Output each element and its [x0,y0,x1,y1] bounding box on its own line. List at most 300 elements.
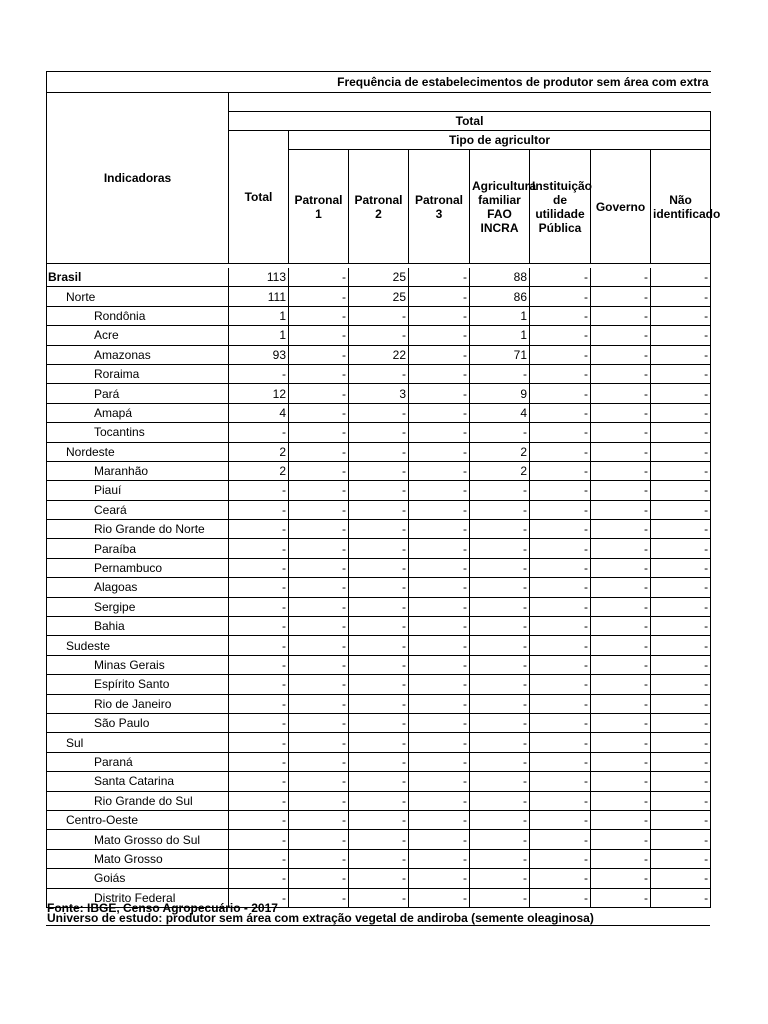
table-cell: - [591,888,651,907]
table-cell: - [591,364,651,383]
table-row [47,268,711,287]
table-cell: - [409,694,470,713]
table-cell: - [229,364,289,383]
table-cell: - [289,675,349,694]
table-cell: - [349,442,409,461]
col-header-patronal-3: Patronal 3 [409,150,470,264]
table-cell: - [349,423,409,442]
table-row [47,578,711,597]
table-cell: - [530,597,591,616]
table-cell: - [409,849,470,868]
table-cell: - [289,636,349,655]
table-cell: - [229,423,289,442]
table-cell: - [229,830,289,849]
table-row [47,849,711,868]
table-cell: - [530,675,591,694]
table-cell: - [530,636,591,655]
table-cell: - [530,791,591,810]
table-cell: - [289,403,349,422]
tipo-agricultor-header: Tipo de agricultor [289,131,711,150]
table-cell: - [229,869,289,888]
table-cell: - [651,345,711,364]
table-cell: - [349,655,409,674]
indicadoras-header: Indicadoras [47,93,229,264]
table-cell: - [470,578,530,597]
table-cell: - [651,830,711,849]
table-row [47,830,711,849]
table-row [47,326,711,345]
table-cell: - [289,558,349,577]
table-cell: - [229,578,289,597]
table-cell: - [349,617,409,636]
data-sheet [46,71,721,908]
row-label: Amapá [47,403,229,422]
table-row [47,772,711,791]
table-cell: - [409,578,470,597]
table-cell: - [591,578,651,597]
table-cell: - [591,655,651,674]
table-cell: 93 [229,345,289,364]
table-cell: - [530,268,591,287]
table-cell: - [349,578,409,597]
table-cell: - [470,539,530,558]
table-row [47,423,711,442]
table-row [47,345,711,364]
table-cell: 2 [229,461,289,480]
header-blank-band [229,93,711,112]
table-row [47,442,711,461]
table-cell: - [289,713,349,732]
table-cell: - [530,287,591,306]
table-cell: - [229,810,289,829]
table-cell: - [530,364,591,383]
table-cell: - [591,500,651,519]
table-cell: - [651,675,711,694]
table-cell: - [651,558,711,577]
table-cell: 71 [470,345,530,364]
table-cell: - [289,520,349,539]
table-row [47,597,711,616]
table-cell: - [229,752,289,771]
table-row [47,713,711,732]
table-cell: - [229,888,289,907]
table-cell: - [591,810,651,829]
table-cell: - [349,694,409,713]
table-cell: - [229,520,289,539]
table-cell: - [530,752,591,771]
table-cell: - [470,364,530,383]
table-cell: - [470,481,530,500]
table-cell: - [409,287,470,306]
table-cell: - [651,617,711,636]
universe-note: Universo de estudo: produtor sem área com extração vegetal de andiroba (semente oleaginosa) [47,911,594,925]
table-cell: - [409,733,470,752]
table-cell: 25 [349,287,409,306]
row-label: Mato Grosso do Sul [47,830,229,849]
table-cell: - [229,733,289,752]
table-cell: 1 [470,326,530,345]
table-cell: - [409,869,470,888]
row-label: Piauí [47,481,229,500]
table-cell: - [409,345,470,364]
table-cell: - [409,539,470,558]
table-cell: - [530,326,591,345]
table-row [47,655,711,674]
table-cell: - [530,694,591,713]
table-cell: - [530,772,591,791]
table-cell: 111 [229,287,289,306]
table-cell: 22 [349,345,409,364]
table-row [47,461,711,480]
table-cell: - [409,752,470,771]
table-cell: - [470,500,530,519]
table-cell: - [289,888,349,907]
table-cell: - [591,713,651,732]
table-cell: - [349,830,409,849]
table-cell: - [651,403,711,422]
table-cell: - [651,268,711,287]
table-cell: - [530,733,591,752]
table-cell: - [591,597,651,616]
table-cell: 113 [229,268,289,287]
table-cell: - [289,869,349,888]
row-label: Centro-Oeste [47,810,229,829]
table-cell: - [651,869,711,888]
table-row [47,364,711,383]
row-label: Roraima [47,364,229,383]
table-cell: - [289,423,349,442]
table-cell: - [289,306,349,325]
table-cell: - [349,869,409,888]
table-row [47,384,711,403]
table-cell: - [409,500,470,519]
table-cell: - [470,772,530,791]
table-cell: - [470,597,530,616]
table-row [47,791,711,810]
table-cell: - [289,268,349,287]
table-cell: - [591,287,651,306]
table-cell: - [651,597,711,616]
table-cell: - [409,364,470,383]
table-cell: - [591,752,651,771]
table-cell: - [651,849,711,868]
table-cell: - [409,520,470,539]
table-cell: - [349,558,409,577]
table-cell: - [289,694,349,713]
table-cell: - [349,461,409,480]
row-label: Tocantins [47,423,229,442]
table-cell: - [409,597,470,616]
table-row [47,287,711,306]
table-cell: - [651,888,711,907]
table-cell: - [470,558,530,577]
table-cell: - [289,617,349,636]
table-cell: - [289,733,349,752]
table-row [47,403,711,422]
source-note: Fonte: IBGE, Censo Agropecuário - 2017 [47,901,278,915]
table-cell: - [289,772,349,791]
table-cell: - [349,752,409,771]
table-cell: - [229,655,289,674]
table-cell: - [470,888,530,907]
table-cell: - [289,461,349,480]
table-cell: - [591,733,651,752]
row-label: Sul [47,733,229,752]
table-cell: - [349,791,409,810]
table-cell: - [591,461,651,480]
table-cell: - [229,539,289,558]
row-label: Maranhão [47,461,229,480]
table-cell: - [349,364,409,383]
table-cell: - [591,558,651,577]
table-cell: - [229,500,289,519]
table-cell: - [409,558,470,577]
table-cell: - [530,423,591,442]
table-cell: - [470,791,530,810]
row-label: Espírito Santo [47,675,229,694]
table-cell: - [349,520,409,539]
table-cell: - [651,500,711,519]
table-cell: - [409,888,470,907]
table-cell: - [591,539,651,558]
table-cell: - [530,481,591,500]
table-cell: - [530,442,591,461]
row-label: Distrito Federal [47,888,229,907]
table-cell: - [289,326,349,345]
row-label: Rondônia [47,306,229,325]
table-cell: - [229,481,289,500]
table-cell: - [289,539,349,558]
table-cell: - [229,597,289,616]
table-cell: - [349,772,409,791]
col-header-patronal-1: Patronal 1 [289,150,349,264]
table-cell: - [591,268,651,287]
table-cell: - [591,772,651,791]
table-row [47,636,711,655]
table-cell: - [651,713,711,732]
table-cell: - [591,481,651,500]
table-cell: - [591,306,651,325]
table-cell: - [409,810,470,829]
table-cell: - [409,617,470,636]
table-cell: - [651,752,711,771]
table-cell: 2 [229,442,289,461]
table-cell: - [651,733,711,752]
table-cell: - [349,849,409,868]
table-cell: - [470,713,530,732]
row-label: São Paulo [47,713,229,732]
table-cell: - [470,869,530,888]
row-label: Brasil [47,268,229,287]
col-header-governo: Governo [591,150,651,264]
table-cell: - [651,520,711,539]
row-label: Nordeste [47,442,229,461]
table-cell: - [229,849,289,868]
table-cell: - [591,384,651,403]
table-cell: - [409,461,470,480]
table-cell: - [229,772,289,791]
table-cell: - [591,694,651,713]
table-cell: 2 [470,461,530,480]
table-cell: - [651,287,711,306]
table-cell: - [591,636,651,655]
table-row [47,694,711,713]
row-label: Pará [47,384,229,403]
table-row [47,733,711,752]
table-cell: - [470,752,530,771]
table-cell: - [470,733,530,752]
table-cell: - [289,364,349,383]
row-label: Paraíba [47,539,229,558]
row-label: Acre [47,326,229,345]
table-cell: - [349,481,409,500]
row-label: Mato Grosso [47,849,229,868]
col-header-patronal-2: Patronal 2 [349,150,409,264]
table-cell: - [289,752,349,771]
table-cell: - [409,830,470,849]
table-cell: - [409,403,470,422]
col-header-nao-identificado: Não identificado [651,150,711,264]
table-cell: - [651,306,711,325]
total-group-header: Total [229,112,711,131]
table-cell: - [530,830,591,849]
row-label: Sudeste [47,636,229,655]
table-cell: - [530,578,591,597]
col-header-instituicao: Instituição de utilidade Pública [530,150,591,264]
table-row [47,752,711,771]
table-cell: - [349,713,409,732]
table-cell: - [470,617,530,636]
table-cell: - [591,326,651,345]
col-header-agricultura-familiar: Agricultura familiar FAO INCRA [470,150,530,264]
table-cell: - [409,268,470,287]
table-cell: - [409,423,470,442]
table-cell: - [591,403,651,422]
table-cell: - [530,849,591,868]
table-cell: 2 [470,442,530,461]
table-cell: - [289,830,349,849]
table-row [47,481,711,500]
table-cell: - [591,869,651,888]
table-cell: - [229,558,289,577]
table-cell: - [409,791,470,810]
table-cell: - [591,675,651,694]
table-cell: 4 [229,403,289,422]
table-cell: - [409,713,470,732]
table-cell: 12 [229,384,289,403]
table-cell: 3 [349,384,409,403]
table-cell: - [651,461,711,480]
table-cell: - [591,617,651,636]
table-cell: - [289,791,349,810]
table-cell: - [229,713,289,732]
table-cell: - [591,830,651,849]
table-cell: - [349,597,409,616]
table-footer [47,901,711,925]
row-label: Rio Grande do Norte [47,520,229,539]
frequency-table [46,71,721,908]
table-cell: - [229,617,289,636]
table-cell: - [530,888,591,907]
table-cell: - [651,791,711,810]
table-cell: - [289,810,349,829]
table-cell: - [651,481,711,500]
table-cell: - [349,636,409,655]
table-cell: - [530,539,591,558]
table-cell: - [289,655,349,674]
table-cell: - [349,810,409,829]
table-cell: 1 [229,306,289,325]
table-cell: - [530,500,591,519]
table-row [47,558,711,577]
table-cell: - [409,442,470,461]
row-label: Rio Grande do Sul [47,791,229,810]
table-cell: - [349,306,409,325]
row-label: Norte [47,287,229,306]
table-cell: - [289,500,349,519]
table-cell: - [289,345,349,364]
row-label: Minas Gerais [47,655,229,674]
table-cell: 86 [470,287,530,306]
table-cell: - [349,675,409,694]
table-cell: - [530,655,591,674]
table-cell: - [289,442,349,461]
table-cell: - [530,520,591,539]
row-label: Goiás [47,869,229,888]
table-cell: - [409,481,470,500]
table-cell: 9 [470,384,530,403]
col-header-total: Total [229,131,289,264]
table-cell: - [409,655,470,674]
table-cell: - [409,772,470,791]
table-cell: - [530,306,591,325]
table-row [47,675,711,694]
table-cell: - [349,500,409,519]
table-cell: - [470,636,530,655]
table-cell: - [229,694,289,713]
table-cell: - [530,558,591,577]
table-row [47,539,711,558]
table-cell: - [530,713,591,732]
table-cell: - [651,423,711,442]
table-cell: - [591,442,651,461]
row-label: Santa Catarina [47,772,229,791]
table-cell: - [530,461,591,480]
table-cell: - [289,578,349,597]
table-cell: - [651,694,711,713]
table-cell: - [470,694,530,713]
row-label: Amazonas [47,345,229,364]
row-label: Bahia [47,617,229,636]
table-cell: - [530,403,591,422]
table-cell: - [470,675,530,694]
table-cell: - [530,384,591,403]
table-cell: - [470,830,530,849]
table-cell: - [470,810,530,829]
table-cell: - [651,326,711,345]
table-cell: 1 [470,306,530,325]
table-cell: - [349,888,409,907]
table-cell: 4 [470,403,530,422]
table-cell: - [651,772,711,791]
table-row [47,500,711,519]
table-cell: - [349,403,409,422]
table-body [47,268,711,907]
table-cell: - [651,636,711,655]
table-row [47,869,711,888]
table-cell: 1 [229,326,289,345]
table-cell: - [591,791,651,810]
